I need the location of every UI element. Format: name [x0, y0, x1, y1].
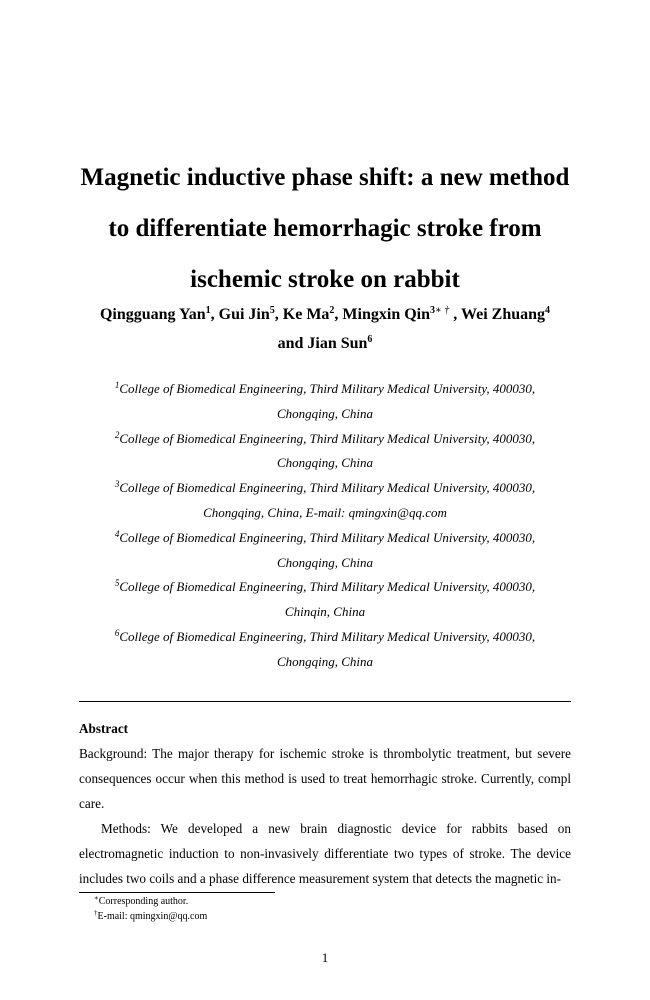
author-affil-mark: 6 — [367, 334, 373, 345]
author-name: Mingxin Qin — [342, 306, 430, 323]
affiliation-text: College of Biomedical Engineering, Third Military Medical University, 400030, — [119, 430, 536, 446]
author-separator: , — [274, 306, 283, 323]
footnote — [94, 894, 207, 909]
affiliation-city: Chongqing, China — [276, 554, 374, 570]
author-affil-mark: 1 — [205, 305, 211, 316]
affiliation-city: Chongqing, China, E-mail: qmingxin@qq.com — [203, 504, 447, 520]
affiliation-city: Chongqing, China — [276, 455, 374, 471]
affiliation — [60, 427, 590, 477]
affiliation-text: College of Biomedical Engineering, Third Military Medical University, 400030, — [119, 579, 536, 595]
affiliation-text: College of Biomedical Engineering, Third Military Medical University, 400030, — [119, 529, 536, 545]
affiliation-city: Chongqing, China — [276, 653, 374, 669]
author-list — [70, 300, 580, 358]
abstract-background: Background: The major therapy for ischemic stroke is thrombolytic treatment, but severe consequences occur when this method is used to treat hemorrhagic stroke. Currently, compl care. — [79, 746, 571, 811]
footnote-mark: † — [94, 909, 98, 917]
affiliation — [60, 526, 590, 576]
affiliation-number: 2 — [114, 429, 120, 440]
corresponding-author-mark: ∗ † — [435, 305, 450, 316]
affiliation-text: College of Biomedical Engineering, Third Military Medical University, 400030, — [119, 628, 536, 644]
title-line: ischemic stroke on rabbit — [190, 266, 460, 293]
author-separator: , — [210, 306, 219, 323]
footnote-text: E-mail: qmingxin@qq.com — [97, 911, 208, 922]
author-name: Ke Ma — [282, 306, 330, 323]
author-affil-mark: 2 — [329, 305, 335, 316]
title-line: to differentiate hemorrhagic stroke from — [108, 215, 542, 242]
footnote — [94, 909, 207, 924]
footnote-divider — [79, 892, 275, 893]
author-affil-mark: 4 — [545, 305, 551, 316]
page-number: 1 — [321, 950, 329, 965]
footnote-mark: ∗ — [94, 894, 99, 902]
author-affil-mark: 3 — [430, 305, 435, 316]
affiliation-number: 6 — [114, 627, 120, 638]
affiliation-number: 3 — [114, 479, 120, 490]
affiliation — [60, 575, 590, 625]
affiliation-text: College of Biomedical Engineering, Third Military Medical University, 400030, — [119, 381, 536, 396]
affiliation-city: Chinqin, China — [284, 604, 366, 620]
author-name: Wei Zhuang — [461, 306, 546, 323]
affiliation — [60, 377, 590, 427]
affiliation-list — [60, 377, 590, 675]
author-line — [70, 329, 580, 358]
footnotes — [94, 894, 207, 924]
affiliation-number: 1 — [114, 380, 120, 390]
author-separator: , — [449, 306, 462, 323]
affiliation-city: Chongqing, China — [276, 405, 374, 421]
affiliation — [60, 476, 590, 526]
affiliation-number: 5 — [114, 578, 120, 589]
author-name: and Jian Sun — [277, 335, 368, 352]
author-separator: , — [334, 306, 343, 323]
affiliation-number: 4 — [114, 528, 120, 539]
paper-title — [60, 152, 590, 305]
author-name: Gui Jin — [218, 306, 270, 323]
author-line — [70, 300, 580, 329]
abstract-divider — [79, 701, 571, 702]
title-line: Magnetic inductive phase shift: a new method — [80, 164, 570, 191]
affiliation — [60, 625, 590, 675]
abstract-methods: Methods: We developed a new brain diagnostic device for rabbits based on electromagnetic induction to non-invasively differentiate two types of stroke. The device includes two coils and a phase difference measurement system that detects the magnetic in- — [79, 821, 571, 886]
affiliation-text: College of Biomedical Engineering, Third Military Medical University, 400030, — [119, 480, 536, 496]
abstract-heading: Abstract — [79, 721, 129, 736]
author-name: Qingguang Yan — [99, 306, 206, 323]
footnote-text: Corresponding author. — [98, 896, 189, 907]
abstract-section — [79, 716, 571, 891]
author-affil-mark: 5 — [269, 305, 275, 316]
